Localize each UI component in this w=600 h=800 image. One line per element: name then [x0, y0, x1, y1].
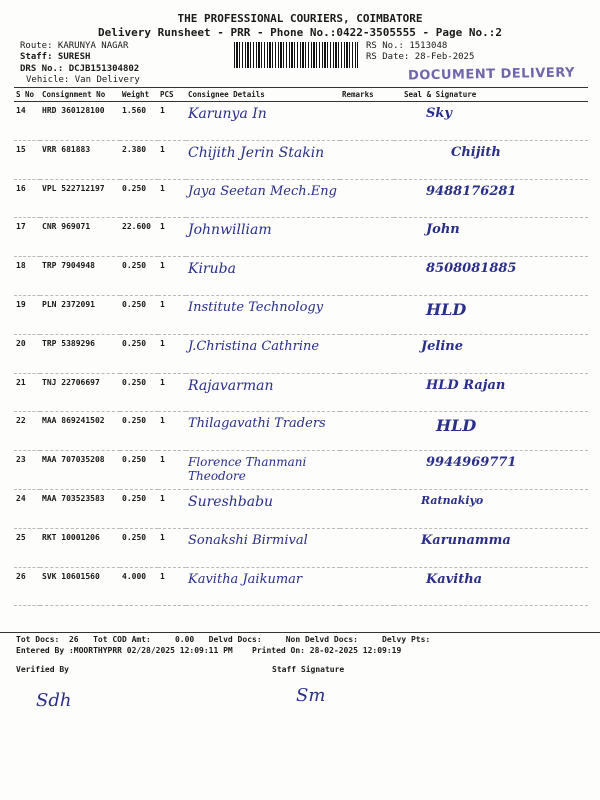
remarks-cell [340, 334, 394, 373]
col-sno: S No [14, 88, 40, 102]
table-row [14, 295, 588, 334]
signature-handwriting: HLD Rajan [426, 377, 506, 393]
table-row [14, 179, 588, 218]
consignee-handwriting: J.Christina Cathrine [188, 338, 320, 354]
document-delivery-stamp: DOCUMENT DELIVERY [407, 65, 576, 84]
pcs-cell: 1 [158, 528, 186, 567]
table-row [14, 218, 588, 257]
consignment-cell: TRP 5389296 [40, 334, 120, 373]
remarks-cell [340, 567, 394, 606]
staff-info: Staff: SURESH [20, 52, 91, 62]
consignee-handwriting: Thilagavathi Traders [188, 416, 326, 432]
table-row [14, 489, 588, 528]
weight-cell: 0.250 [120, 179, 158, 218]
signature-handwriting: Sky [426, 106, 452, 121]
weight-cell: 4.000 [120, 567, 158, 606]
consignment-cell: MAA 703523583 [40, 489, 120, 528]
consignee-handwriting: Florence Thanmani Theodore [188, 455, 307, 484]
table-row [14, 334, 588, 373]
consignee-cell [186, 451, 340, 490]
col-pcs: PCS [158, 88, 186, 102]
company-title: THE PROFESSIONAL COURIERS, COIMBATORE [177, 12, 423, 25]
runsheet-subtitle: Delivery Runsheet - PRR - Phone No.:0422-3505555 - Page No.:2 [98, 26, 502, 39]
weight-cell: 0.250 [120, 257, 158, 296]
col-weight: Weight [120, 88, 158, 102]
sno-cell: 25 [14, 528, 40, 567]
sno-cell: 19 [14, 295, 40, 334]
signature-handwriting: Jeline [421, 338, 464, 354]
pcs-cell: 1 [158, 373, 186, 412]
remarks-cell [340, 489, 394, 528]
seal-cell [394, 140, 588, 179]
verified-signature: Sdh [36, 690, 72, 711]
seal-cell [394, 218, 588, 257]
consignment-cell: TNJ 22706697 [40, 373, 120, 412]
entered-by-line: Entered By :MOORTHYPRR 02/28/2025 12:09:11 PM Printed On: 28-02-2025 12:09:19 [16, 646, 402, 655]
remarks-cell [340, 373, 394, 412]
consignee-cell [186, 179, 340, 218]
table-row [14, 451, 588, 490]
pcs-cell: 1 [158, 102, 186, 141]
seal-cell [394, 295, 588, 334]
consignee-handwriting: Jaya Seetan Mech.Eng [188, 183, 337, 199]
seal-cell [394, 373, 588, 412]
route-info: Route: KARUNYA NAGAR [20, 41, 129, 51]
totals-line: Tot Docs: 26 Tot COD Amt: 0.00 Delvd Docs: Non Delvd Docs: Delvy Pts: [16, 635, 431, 644]
consignee-cell [186, 489, 340, 528]
table-row [14, 567, 588, 606]
consignment-cell: VRR 681883 [40, 140, 120, 179]
consignment-cell: MAA 707035208 [40, 451, 120, 490]
sno-cell: 24 [14, 489, 40, 528]
staff-signature: Sm [296, 685, 326, 706]
table-row [14, 373, 588, 412]
sno-cell: 16 [14, 179, 40, 218]
signature-handwriting: 8508081885 [426, 261, 517, 277]
signature-handwriting: Chijith [451, 144, 501, 160]
barcode-image [234, 42, 358, 68]
pcs-cell: 1 [158, 140, 186, 179]
verified-by-label: Verified By [16, 665, 69, 674]
table-row [14, 528, 588, 567]
table-row [14, 140, 588, 179]
remarks-cell [340, 102, 394, 141]
remarks-cell [340, 218, 394, 257]
staff-signature-label: Staff Signature [272, 665, 345, 674]
sno-cell: 21 [14, 373, 40, 412]
table-header-row [14, 88, 588, 102]
table-row [14, 412, 588, 451]
consignment-cell: VPL 522712197 [40, 179, 120, 218]
rs-date: RS Date: 28-Feb-2025 [366, 52, 475, 62]
table-row [14, 102, 588, 141]
signature-handwriting: 9944969771 [426, 455, 517, 471]
sno-cell: 20 [14, 334, 40, 373]
pcs-cell: 1 [158, 257, 186, 296]
pcs-cell: 1 [158, 218, 186, 257]
pcs-cell: 1 [158, 179, 186, 218]
vehicle-info: Vehicle: Van Delivery [26, 75, 140, 85]
pcs-cell: 1 [158, 451, 186, 490]
col-remarks: Remarks [340, 88, 394, 102]
consignment-cell: SVK 10601560 [40, 567, 120, 606]
weight-cell: 0.250 [120, 412, 158, 451]
consignment-cell: PLN 2372091 [40, 295, 120, 334]
consignee-handwriting: Chijith Jerin Stakin [188, 144, 325, 161]
sno-cell: 18 [14, 257, 40, 296]
seal-cell [394, 489, 588, 528]
consignee-cell [186, 373, 340, 412]
consignee-handwriting: Kiruba [188, 261, 236, 278]
drs-number: DRS No.: DCJB151304802 [20, 64, 140, 74]
weight-cell: 22.600 [120, 218, 158, 257]
seal-cell [394, 257, 588, 296]
remarks-cell [340, 179, 394, 218]
signature-handwriting: Kavitha [426, 571, 483, 587]
seal-cell [394, 102, 588, 141]
remarks-cell [340, 451, 394, 490]
seal-cell [394, 567, 588, 606]
consignment-cell: RKT 10001206 [40, 528, 120, 567]
signature-handwriting: Karunamma [421, 532, 511, 548]
remarks-cell [340, 257, 394, 296]
consignee-cell [186, 334, 340, 373]
pcs-cell: 1 [158, 334, 186, 373]
consignee-cell [186, 567, 340, 606]
consignment-cell: CNR 969071 [40, 218, 120, 257]
seal-cell [394, 412, 588, 451]
signature-handwriting: John [426, 222, 460, 238]
sno-cell: 22 [14, 412, 40, 451]
consignee-cell [186, 218, 340, 257]
seal-cell [394, 179, 588, 218]
table-row [14, 257, 588, 296]
rs-number: RS No.: 1513048 [366, 41, 448, 51]
consignee-handwriting: Sureshbabu [188, 493, 274, 510]
consignment-cell: TRP 7904948 [40, 257, 120, 296]
col-consignment: Consignment No [40, 88, 120, 102]
sno-cell: 26 [14, 567, 40, 606]
consignee-cell [186, 102, 340, 141]
footer-divider [0, 632, 600, 634]
pcs-cell: 1 [158, 412, 186, 451]
weight-cell: 0.250 [120, 334, 158, 373]
weight-cell: 2.380 [120, 140, 158, 179]
seal-cell [394, 528, 588, 567]
weight-cell: 0.250 [120, 295, 158, 334]
consignee-handwriting: Kavitha Jaikumar [188, 571, 303, 587]
signature-handwriting: 9488176281 [426, 183, 517, 199]
remarks-cell [340, 295, 394, 334]
remarks-cell [340, 140, 394, 179]
runsheet-table [14, 87, 588, 606]
pcs-cell: 1 [158, 567, 186, 606]
weight-cell: 0.250 [120, 489, 158, 528]
consignment-cell: HRD 360128100 [40, 102, 120, 141]
consignee-handwriting: Institute Technology [188, 299, 324, 315]
consignee-cell [186, 412, 340, 451]
consignee-cell [186, 140, 340, 179]
consignee-handwriting: Karunya In [188, 106, 267, 122]
remarks-cell [340, 528, 394, 567]
pcs-cell: 1 [158, 489, 186, 528]
weight-cell: 1.560 [120, 102, 158, 141]
consignee-cell [186, 295, 340, 334]
consignee-handwriting: Johnwilliam [188, 222, 272, 239]
sno-cell: 23 [14, 451, 40, 490]
pcs-cell: 1 [158, 295, 186, 334]
weight-cell: 0.250 [120, 373, 158, 412]
seal-cell [394, 451, 588, 490]
consignment-cell: MAA 869241502 [40, 412, 120, 451]
consignee-cell [186, 257, 340, 296]
weight-cell: 0.250 [120, 528, 158, 567]
signature-handwriting: Ratnakiyo [421, 493, 484, 507]
col-seal-signature: Seal & Signature [394, 88, 588, 102]
sno-cell: 17 [14, 218, 40, 257]
remarks-cell [340, 412, 394, 451]
consignee-handwriting: Sonakshi Birmival [188, 532, 308, 548]
sno-cell: 15 [14, 140, 40, 179]
consignee-handwriting: Rajavarman [188, 377, 274, 394]
signature-handwriting: HLD [436, 416, 477, 436]
weight-cell: 0.250 [120, 451, 158, 490]
signature-handwriting: HLD [426, 299, 467, 319]
sno-cell: 14 [14, 102, 40, 141]
col-consignee: Consignee Details [186, 88, 340, 102]
consignee-cell [186, 528, 340, 567]
seal-cell [394, 334, 588, 373]
